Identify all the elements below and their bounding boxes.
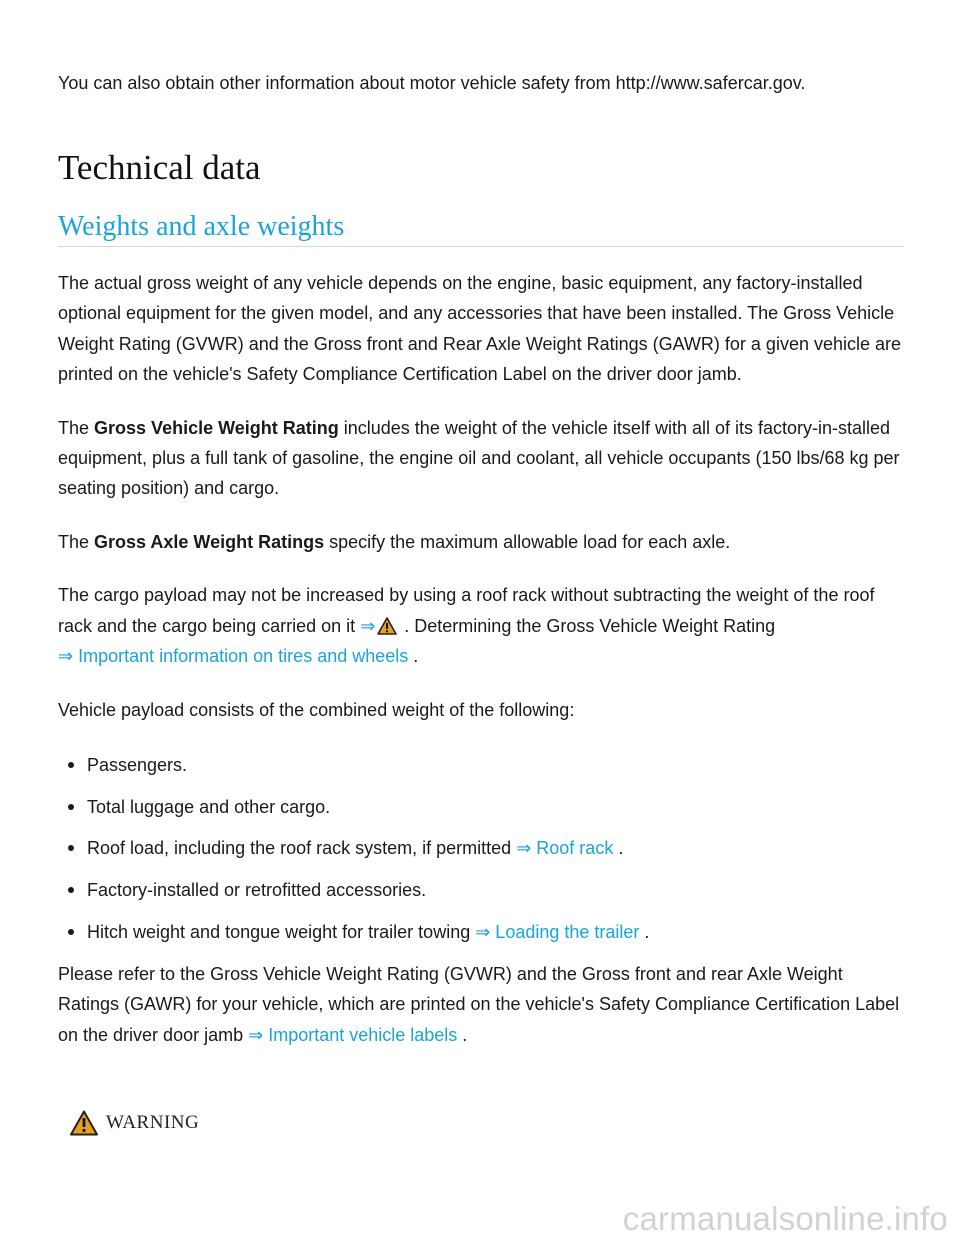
intro-text: You can also obtain other information about motor vehicle safety from http://www.safercar.gov. [58,73,806,93]
section-title: Weights and axle weights [58,208,904,247]
paragraph-weights: The actual gross weight of any vehicle depends on the engine, basic equipment, any factory-installed optional equipment for the given model, and any accessories that have been installed. The Gross Vehicle Weight Rating (GVWR) and the Gross front and Rear Axle Weight Ratings (GAWR) for a given vehicle are printed on the vehicle's Safety Compliance Certification Label on the driver door jamb. [58,273,902,385]
warning-triangle-icon [377,617,397,635]
bullet-icon [68,887,74,893]
paragraph-payload: Vehicle payload consists of the combined weight of the following: [58,700,575,721]
watermark: carmanualsonline.info [622,1200,948,1237]
paragraph-cargo: The cargo payload may not be increased by using a roof rack without subtracting the weight of the roof rack and the cargo being carried on it ⇒ . Determining the Gross Vehicle Weight Rating ⇒ Important information on tires and wheels . [58,585,875,667]
list-item: Factory-installed or retrofitted accessories. [58,875,904,905]
paragraph-labels: Please refer to the Gross Vehicle Weight Rating (GVWR) and the Gross front and rear Axle Weight Ratings (GAWR) for your vehicle, which are printed on the vehicle's Safety Compliance Certification Label on the driver door jamb ⇒ Important vehicle labels . [58,963,900,1045]
section-body [58,268,904,1050]
warning-block [70,1110,199,1136]
loading-trailer-link[interactable]: ⇒ Loading the trailer [475,922,640,943]
warning-icon [70,1110,98,1136]
term-gvwr: Gross Vehicle Weight Rating [94,417,339,438]
paragraph-gawr: The Gross Axle Weight Ratings specify the maximum allowable load for each axle. [58,531,731,552]
bullet-icon [68,929,74,935]
bullet-icon [68,804,74,810]
roof-rack-link[interactable]: ⇒ Roof rack [516,838,614,859]
tires-wheels-link[interactable]: ⇒ Important information on tires and wheels [58,646,409,667]
list-item: Roof load, including the roof rack system, if permitted ⇒ Roof rack . [58,833,904,863]
list-item: Hitch weight and tongue weight for trailer towing ⇒ Loading the trailer . [58,917,904,947]
warning-label: WARNING [106,1112,200,1133]
warning-reference-link[interactable]: ⇒ [360,616,399,636]
bullet-icon [68,762,74,768]
paragraph-gvwr: The Gross Vehicle Weight Rating includes the weight of the vehicle itself with all of its factory-in-stalled equipment, plus a full tank of gasoline, the engine oil and coolant, all vehicle occupants (150 lbs/68 kg per seating position) and cargo. [58,417,900,499]
term-gawr: Gross Axle Weight Ratings [94,531,325,552]
list-item: Passengers. [58,750,904,780]
bullet-icon [68,845,74,851]
page-title: Technical data [58,148,261,187]
vehicle-labels-link[interactable]: ⇒ Important vehicle labels [248,1024,458,1045]
payload-list [58,750,904,947]
list-item: Total luggage and other cargo. [58,792,904,822]
